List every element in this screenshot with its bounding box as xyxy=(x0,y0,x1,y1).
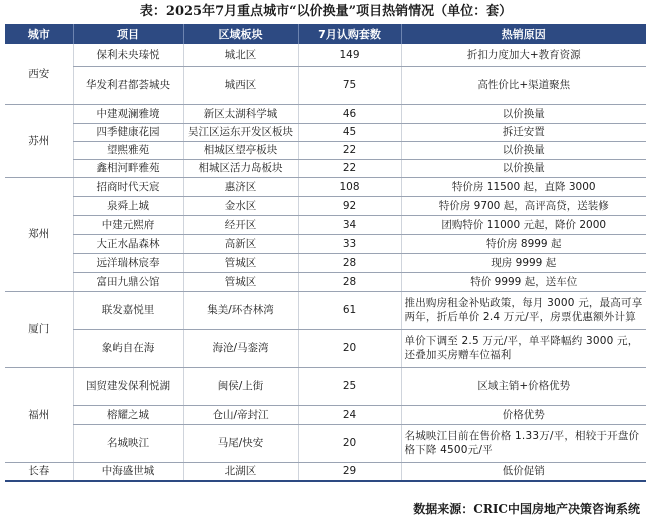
data-source-note: 数据来源：CRIC中国房地产决策咨询系统 xyxy=(413,502,640,516)
reason-cell: 高性价比+渠道聚焦 xyxy=(401,66,646,104)
project-cell: 富田九鼎公馆 xyxy=(73,272,183,291)
sales-cell: 75 xyxy=(298,66,401,104)
sales-cell: 20 xyxy=(298,424,401,462)
city-cell: 苏州 xyxy=(5,104,73,177)
table-row xyxy=(5,424,646,462)
project-cell: 中海盛世城 xyxy=(73,462,183,481)
sales-cell: 20 xyxy=(298,329,401,367)
table-row xyxy=(5,215,646,234)
table-row xyxy=(5,123,646,141)
project-cell: 远洋瑞林宸奉 xyxy=(73,253,183,272)
district-cell: 管城区 xyxy=(183,272,298,291)
project-cell: 大正水晶森林 xyxy=(73,234,183,253)
reason-cell: 拆迁安置 xyxy=(401,123,646,141)
reason-cell: 特价房 9700 起，高评高贷，送装修 xyxy=(401,196,646,215)
project-cell: 中建观澜雅境 xyxy=(73,104,183,123)
district-cell: 马尾/快安 xyxy=(183,424,298,462)
sales-cell: 45 xyxy=(298,123,401,141)
sales-cell: 92 xyxy=(298,196,401,215)
table-row xyxy=(5,177,646,196)
district-cell: 北湖区 xyxy=(183,462,298,481)
reason-cell: 特价 9999 起，送车位 xyxy=(401,272,646,291)
project-cell: 联发嘉悦里 xyxy=(73,291,183,329)
city-cell: 郑州 xyxy=(5,177,73,291)
district-cell: 仓山/帝封江 xyxy=(183,405,298,424)
sales-cell: 22 xyxy=(298,141,401,159)
sales-cell: 34 xyxy=(298,215,401,234)
city-cell: 厦门 xyxy=(5,291,73,367)
header-city: 城市 xyxy=(5,24,73,44)
district-cell: 闽侯/上街 xyxy=(183,367,298,405)
district-cell: 高新区 xyxy=(183,234,298,253)
header-sales: 7月认购套数 xyxy=(298,24,401,44)
sales-cell: 33 xyxy=(298,234,401,253)
table-row xyxy=(5,405,646,424)
project-cell: 保利未央瑧悦 xyxy=(73,44,183,66)
reason-cell: 价格优势 xyxy=(401,405,646,424)
district-cell: 新区太湖科学城 xyxy=(183,104,298,123)
sales-cell: 22 xyxy=(298,159,401,177)
city-cell: 福州 xyxy=(5,367,73,462)
project-cell: 榕耀之城 xyxy=(73,405,183,424)
table-row xyxy=(5,272,646,291)
project-cell: 四季健康花园 xyxy=(73,123,183,141)
sales-cell: 28 xyxy=(298,272,401,291)
sales-cell: 108 xyxy=(298,177,401,196)
table-row xyxy=(5,104,646,123)
hot-sales-table xyxy=(5,24,646,482)
city-cell: 长春 xyxy=(5,462,73,481)
district-cell: 吴江区运东开发区板块 xyxy=(183,123,298,141)
sales-cell: 24 xyxy=(298,405,401,424)
reason-cell: 低价促销 xyxy=(401,462,646,481)
city-cell: 西安 xyxy=(5,44,73,104)
reason-cell: 特价房 11500 起，直降 3000 xyxy=(401,177,646,196)
district-cell: 相城区活力岛板块 xyxy=(183,159,298,177)
sales-cell: 149 xyxy=(298,44,401,66)
table-row xyxy=(5,329,646,367)
reason-cell: 现房 9999 起 xyxy=(401,253,646,272)
project-cell: 名城映江 xyxy=(73,424,183,462)
header-row xyxy=(5,24,646,44)
sales-cell: 61 xyxy=(298,291,401,329)
table-row xyxy=(5,196,646,215)
table-row xyxy=(5,291,646,329)
table-row xyxy=(5,462,646,481)
table-row xyxy=(5,141,646,159)
table-body xyxy=(5,44,646,481)
district-cell: 城北区 xyxy=(183,44,298,66)
table-row xyxy=(5,44,646,66)
sales-cell: 25 xyxy=(298,367,401,405)
reason-cell: 特价房 8999 起 xyxy=(401,234,646,253)
district-cell: 海沧/马銮湾 xyxy=(183,329,298,367)
district-cell: 相城区望亭板块 xyxy=(183,141,298,159)
reason-cell: 折扣力度加大+教育资源 xyxy=(401,44,646,66)
reason-cell: 以价换量 xyxy=(401,141,646,159)
district-cell: 惠济区 xyxy=(183,177,298,196)
table-row xyxy=(5,253,646,272)
reason-cell: 以价换量 xyxy=(401,104,646,123)
district-cell: 集美/环杏林湾 xyxy=(183,291,298,329)
project-cell: 招商时代天宸 xyxy=(73,177,183,196)
project-cell: 鑫相河畔雅苑 xyxy=(73,159,183,177)
sales-cell: 46 xyxy=(298,104,401,123)
district-cell: 金水区 xyxy=(183,196,298,215)
table-row xyxy=(5,234,646,253)
table-row xyxy=(5,66,646,104)
reason-cell: 推出购房租金补贴政策，每月 3000 元，最高可享两年，折后单价 2.4 万元/平，房票优惠额外计算 xyxy=(401,291,646,329)
project-cell: 象屿自在海 xyxy=(73,329,183,367)
sales-cell: 28 xyxy=(298,253,401,272)
reason-cell: 单价下调至 2.5 万元/平，单平降幅约 3000 元，还叠加买房赠车位福利 xyxy=(401,329,646,367)
header-district: 区域板块 xyxy=(183,24,298,44)
project-cell: 泉舜上城 xyxy=(73,196,183,215)
header-reason: 热销原因 xyxy=(401,24,646,44)
reason-cell: 团购特价 11000 元起，降价 2000 xyxy=(401,215,646,234)
project-cell: 望熙雅苑 xyxy=(73,141,183,159)
table-row xyxy=(5,159,646,177)
project-cell: 华发利君都荟城央 xyxy=(73,66,183,104)
reason-cell: 名城映江目前在售价格 1.33万/平，相较于开盘价格下降 4500元/平 xyxy=(401,424,646,462)
table-row xyxy=(5,367,646,405)
district-cell: 经开区 xyxy=(183,215,298,234)
reason-cell: 以价换量 xyxy=(401,159,646,177)
project-cell: 国贸建发保利悦湖 xyxy=(73,367,183,405)
header-project: 项目 xyxy=(73,24,183,44)
project-cell: 中建元熙府 xyxy=(73,215,183,234)
sales-cell: 29 xyxy=(298,462,401,481)
reason-cell: 区域主销+价格优势 xyxy=(401,367,646,405)
district-cell: 城西区 xyxy=(183,66,298,104)
table-title: 表：2025年7月重点城市“以价换量”项目热销情况（单位：套） xyxy=(139,4,513,19)
district-cell: 管城区 xyxy=(183,253,298,272)
